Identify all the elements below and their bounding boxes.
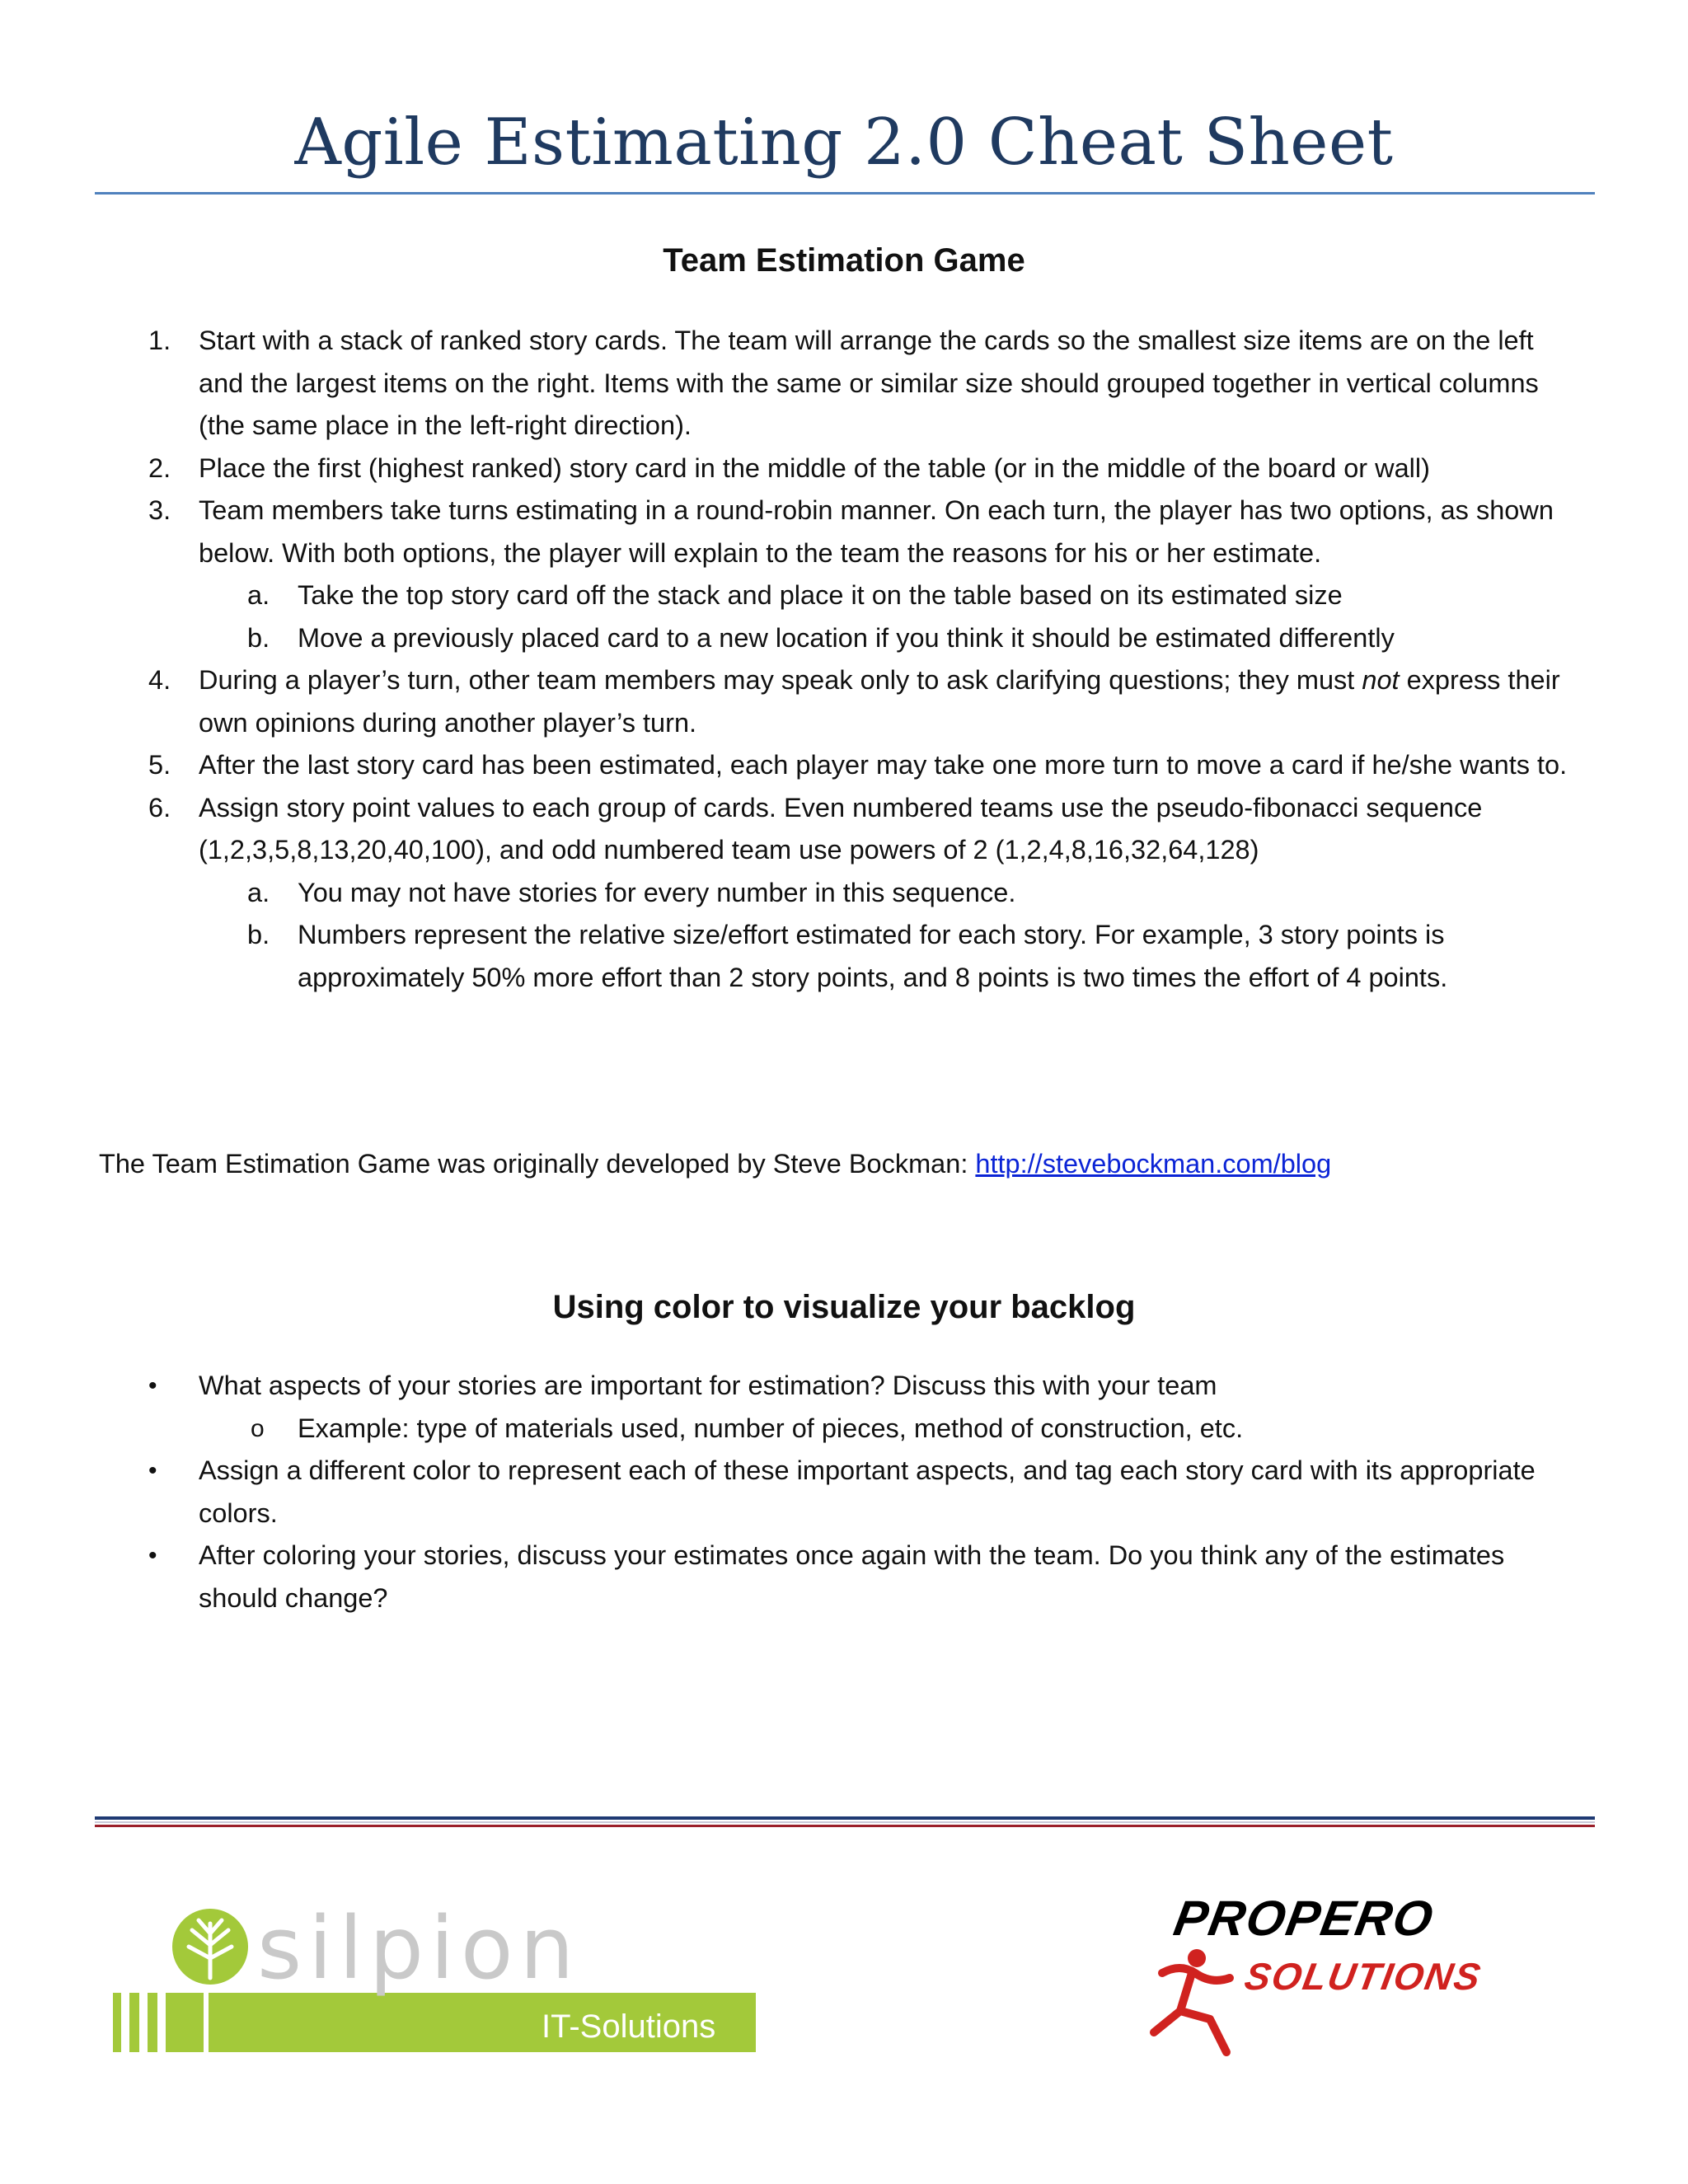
footer-divider-red — [95, 1825, 1595, 1827]
list-item-text: Start with a stack of ranked story cards. The team will arrange the cards so the smallest size items are on the left and the largest items on the right. Items with the same or similar size should grouped together in vertical columns (the same place in the left-right direction). — [199, 326, 1539, 440]
propero-tagline: SOLUTIONS — [1241, 1955, 1485, 1998]
team-estimation-steps — [0, 320, 1688, 999]
list-marker: 2. — [148, 452, 171, 483]
runner-icon — [1154, 1949, 1230, 2052]
list-item-text: Assign a different color to represent each of these important aspects, and tag each story card with its appropriate colors. — [199, 1455, 1536, 1528]
section-heading-color-backlog: Using color to visualize your backlog — [552, 1289, 1136, 1325]
logo-stripe — [121, 1993, 129, 2052]
list-item — [0, 490, 1583, 574]
circle-bullet-icon: o — [251, 1414, 265, 1442]
list-marker: 4. — [148, 665, 171, 695]
list-item — [0, 1450, 1583, 1535]
text-segment: During a player’s turn, other team members may speak only to ask clarifying questions; they must — [199, 665, 1362, 695]
list-item — [0, 659, 1583, 744]
list-item-text: Numbers represent the relative size/effort estimated for each story. For example, 3 story points is approximately 50% more effort than 2 story points, and 8 points is two times the effort of 4 points. — [298, 920, 1448, 992]
silpion-wordmark: silpion — [257, 1898, 581, 1999]
list-item — [0, 448, 1583, 490]
list-item — [0, 320, 1583, 448]
emphasis-text: not — [1362, 665, 1400, 695]
sub-list-item — [0, 574, 1583, 617]
title-divider — [95, 192, 1595, 194]
list-marker: b. — [247, 622, 270, 653]
list-marker: b. — [247, 920, 270, 949]
color-backlog-bullets — [0, 1365, 1688, 1619]
text-segment: express their own opinions during another player’s turn. — [199, 665, 1560, 738]
credit-line — [99, 1143, 1331, 1184]
list-marker: a. — [247, 877, 270, 907]
list-item — [0, 787, 1583, 872]
list-item — [0, 1535, 1583, 1619]
logo-stripe — [157, 1993, 166, 2052]
bullet-icon: • — [148, 1542, 157, 1569]
list-marker: 6. — [148, 792, 171, 823]
sub-list-item — [0, 1408, 1583, 1451]
list-item-text: After the last story card has been estimated, each player may take one more turn to move a card if he/she wants to. — [199, 750, 1568, 780]
list-marker: 3. — [148, 495, 171, 525]
list-marker: 1. — [148, 326, 171, 355]
silpion-tagline: IT-Solutions — [542, 2008, 716, 2045]
propero-wordmark: PROPERO — [1170, 1890, 1439, 1946]
list-item — [0, 744, 1583, 787]
list-item-text: Team members take turns estimating in a round-robin manner. On each turn, the player has two options, as shown below. With both options, the player will explain to the team the reasons for his or her estimate. — [199, 495, 1554, 568]
bullet-icon: • — [148, 1457, 157, 1484]
list-item — [0, 1365, 1583, 1408]
bullet-icon: • — [148, 1372, 157, 1399]
list-item-text — [199, 665, 1560, 738]
blog-link[interactable]: http://stevebockman.com/blog — [975, 1149, 1332, 1179]
list-item-text: Assign story point values to each group of cards. Even numbered teams use the pseudo-fibonacci sequence (1,2,3,5,8,13,20,40,100), and odd numbered team use powers of 2 (1,2,4,8,16,32,64,128) — [199, 792, 1483, 865]
section-heading-team-estimation: Team Estimation Game — [663, 242, 1025, 279]
footer-divider-gray — [95, 1821, 1595, 1823]
page-title: Agile Estimating 2.0 Cheat Sheet — [294, 105, 1394, 180]
sub-list-item — [0, 914, 1583, 999]
list-marker: 5. — [148, 750, 171, 780]
propero-logo — [1137, 1887, 1582, 2069]
footer-divider-blue — [95, 1816, 1595, 1820]
list-item-text: After coloring your stories, discuss your estimates once again with the team. Do you think any of the estimates should change? — [199, 1540, 1505, 1613]
logo-stripe — [139, 1993, 148, 2052]
list-marker: a. — [247, 580, 270, 610]
list-item-text: Example: type of materials used, number of pieces, method of construction, etc. — [298, 1413, 1244, 1443]
logo-stripe — [204, 1993, 209, 2052]
list-item-text: What aspects of your stories are important for estimation? Discuss this with your team — [199, 1371, 1217, 1400]
list-item-text: Take the top story card off the stack and place it on the table based on its estimated size — [298, 580, 1343, 610]
sub-list-item — [0, 617, 1583, 660]
list-item-text: Place the first (highest ranked) story card in the middle of the table (or in the middle of the board or wall) — [199, 452, 1430, 483]
list-item-text: You may not have stories for every number in this sequence. — [298, 877, 1016, 907]
credit-text: The Team Estimation Game was originally developed by Steve Bockman: — [99, 1149, 976, 1179]
silpion-logo — [113, 1896, 756, 2060]
sub-list-item — [0, 872, 1583, 915]
list-item-text: Move a previously placed card to a new location if you think it should be estimated differently — [298, 622, 1395, 653]
